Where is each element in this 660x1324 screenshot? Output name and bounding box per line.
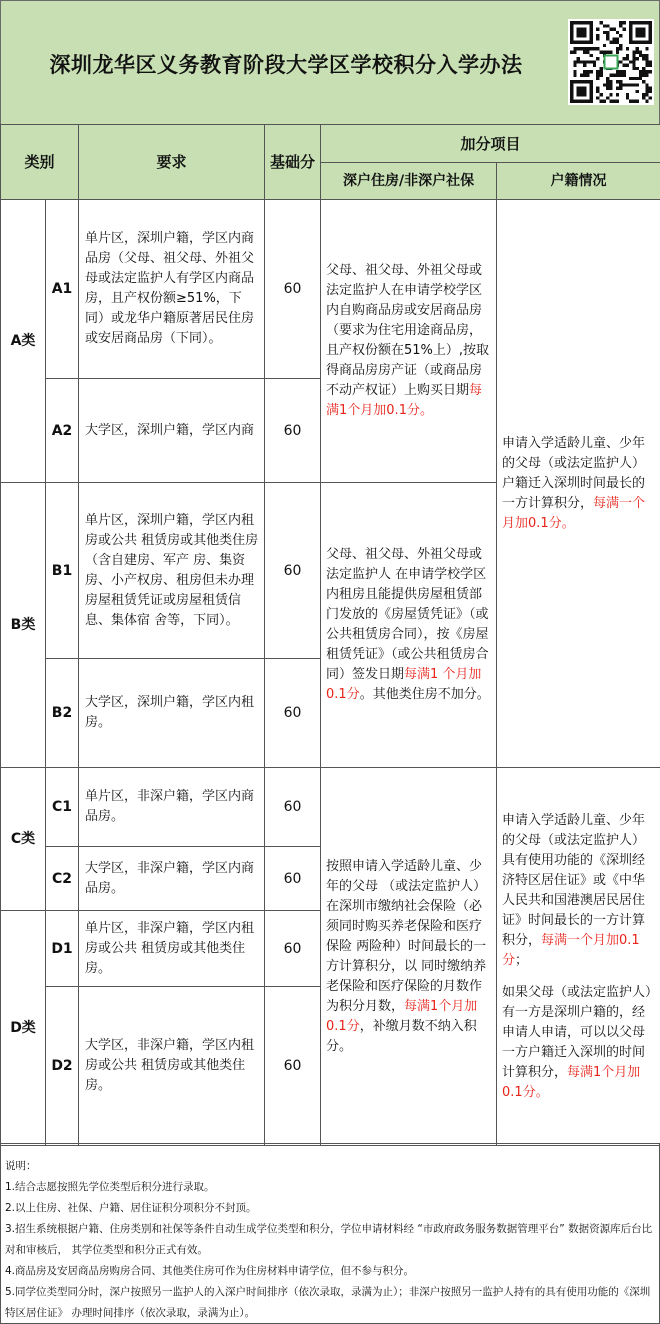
paragraph-gap [502, 971, 656, 983]
category-a-label: A类 [1, 200, 46, 483]
requirement-a1: 单片区，深圳户籍，学区内商品房（父母、祖父母、外祖父母或法定监护人有学区内商品房，且产权份额≥51%，下同）或龙华户籍原著居民住房或安居商品房（下同）。 [79, 200, 265, 379]
notes-heading: 说明： [5, 1160, 37, 1172]
header-category: 类别 [1, 125, 79, 200]
housing-points-a-rate: 每满1个月加0.1分。 [326, 383, 483, 418]
category-c-label: C类 [1, 768, 46, 911]
housing-points-b [321, 483, 497, 768]
notes-section [0, 1143, 660, 1324]
subcategory-c1-label: C1 [46, 768, 79, 847]
base-score-a2: 60 [265, 379, 321, 483]
housing-points-cd-rate: 每满1个月加0.1分 [326, 998, 478, 1034]
housing-points-cd [321, 768, 497, 1146]
header-banner [0, 0, 660, 125]
hukou-points-cd-p1-tail: ； [515, 952, 529, 968]
base-score-b1: 60 [265, 483, 321, 659]
hukou-points-ab-rate: 每满一个月加0.1分。 [502, 495, 646, 531]
housing-points-cd-tail: ，补缴月数不纳入积分。 [326, 1018, 477, 1054]
requirement-d2: 大学区，非深户籍，学区内租房或公共 租赁房或其他类住房。 [79, 987, 265, 1146]
hukou-points-cd-p2-text: 如果父母（或法定监护人）有一方是深圳户籍的，经申请人申请，可以以父母一方户籍迁入深圳的时间计算积分， [502, 984, 652, 1080]
base-score-a1: 60 [265, 200, 321, 379]
base-score-c2: 60 [265, 847, 321, 911]
requirement-d1: 单片区，非深户籍，学区内租房或公共 租赁房或其他类住房。 [79, 911, 265, 987]
category-b-label: B类 [1, 483, 46, 768]
header-bonus-items: 加分项目 [321, 125, 660, 163]
hukou-points-cd [497, 768, 660, 1146]
note-item: 4.商品房及安居商品房购房合同、其他类住房可作为住房材料申请学位，但不参与积分。 [5, 1265, 415, 1277]
note-item: 5.同学位类型同分时，深户按照另一监护人的入深户时间排序（依次录取，录满为止）；非深户按照另一监护人持有的具有使用功能的《深圳特区居住证》 办理时间排序（依次录取，录满为止）。 [5, 1286, 651, 1319]
hukou-points-cd-p1-text: 申请入学适龄儿童、少年的父母（或法定监护人）具有使用功能的《深圳经济特区居住证》或《中华人民共和国港澳居民居住证》时间最长的一方计算积分， [502, 812, 646, 948]
housing-points-b-rate: 每满1 个月加0.1分 [326, 667, 482, 702]
note-item: 2.以上住房、社保、户籍、居住证积分项积分不封顶。 [5, 1202, 257, 1214]
housing-points-a [321, 200, 497, 483]
requirement-c1: 单片区，非深户籍，学区内商品房。 [79, 768, 265, 847]
header-housing: 深户住房/非深户社保 [321, 163, 497, 200]
page-title: 深圳龙华区义务教育阶段大学区学校积分入学办法 [49, 53, 523, 77]
base-score-d1: 60 [265, 911, 321, 987]
housing-points-b-tail: 。其他类住房不加分。 [359, 687, 490, 702]
requirement-c2: 大学区，非深户籍，学区内商品房。 [79, 847, 265, 911]
requirement-b2: 大学区，深圳户籍，学区内租房。 [79, 659, 265, 768]
base-score-b2: 60 [265, 659, 321, 768]
category-d-label: D类 [1, 911, 46, 1146]
subcategory-a1-label: A1 [46, 200, 79, 379]
hukou-points-ab-text: 申请入学适龄儿童、少年的父母（或法定监护人）户籍迁入深圳时间最长的一方计算积分， [502, 435, 646, 511]
base-score-d2: 60 [265, 987, 321, 1146]
header-hukou: 户籍情况 [497, 163, 660, 200]
hukou-points-cd-p1-rate: 每满一个月加0.1分 [502, 932, 640, 968]
housing-points-b-text: 父母、祖父母、外祖父母或法定监护人 在申请学校学区内租房且能提供房屋租赁部门发放的《房屋赁凭证》（或公共租赁房合同），按《房屋租赁凭证》（或公共租赁房合同）签发日期 [326, 547, 489, 682]
hukou-points-cd-para1 [502, 811, 656, 971]
subcategory-c2-label: C2 [46, 847, 79, 911]
note-item: 3.招生系统根据户籍、住房类别和社保等条件自动生成学位类型和积分，学位申请材料经 “市政府政务服务数据管理平台” 数据资源库后台比对和审核后， 其学位类型和积分正式有效。 [5, 1223, 653, 1256]
admission-score-table [0, 124, 660, 1146]
header-requirement: 要求 [79, 125, 265, 200]
note-item: 1.结合志愿按照先学位类型后积分进行录取。 [5, 1181, 215, 1193]
base-score-c1: 60 [265, 768, 321, 847]
subcategory-b1-label: B1 [46, 483, 79, 659]
header-base-score: 基础分 [265, 125, 321, 200]
subcategory-d2-label: D2 [46, 987, 79, 1146]
subcategory-a2-label: A2 [46, 379, 79, 483]
subcategory-b2-label: B2 [46, 659, 79, 768]
hukou-points-cd-para2 [502, 983, 656, 1103]
housing-points-a-text: 父母、祖父母、外祖父母或法定监护人在申请学校学区内自购商品房或安居商品房（要求为住宅用途商品房，且产权份额在51%上）,按取得商品房房产证（或商品房不动产权证）上购买日期 [326, 263, 490, 398]
housing-points-cd-text: 按照申请入学适龄儿童、少年的父母 （或法定监护人）在深圳市缴纳社会保险（必须同时购买养老保险和医疗保险 两险种）时间最长的一方计算积分，以 同时缴纳养老保险和医疗保险的月数作 为积分月数， [326, 858, 487, 1014]
requirement-b1: 单片区，深圳户籍，学区内租房或公共 租赁房或其他类住房（含自建房、军产 房、集资房、小产权房、租房但未办理 房屋租赁凭证或房屋租赁信息、集体宿 舍等，下同）。 [79, 483, 265, 659]
qr-code-icon [568, 19, 654, 105]
requirement-a2: 大学区，深圳户籍，学区内商 [79, 379, 265, 483]
subcategory-d1-label: D1 [46, 911, 79, 987]
hukou-points-cd-p2-rate: 每满1个月加0.1分。 [502, 1064, 641, 1100]
hukou-points-ab [497, 200, 660, 768]
